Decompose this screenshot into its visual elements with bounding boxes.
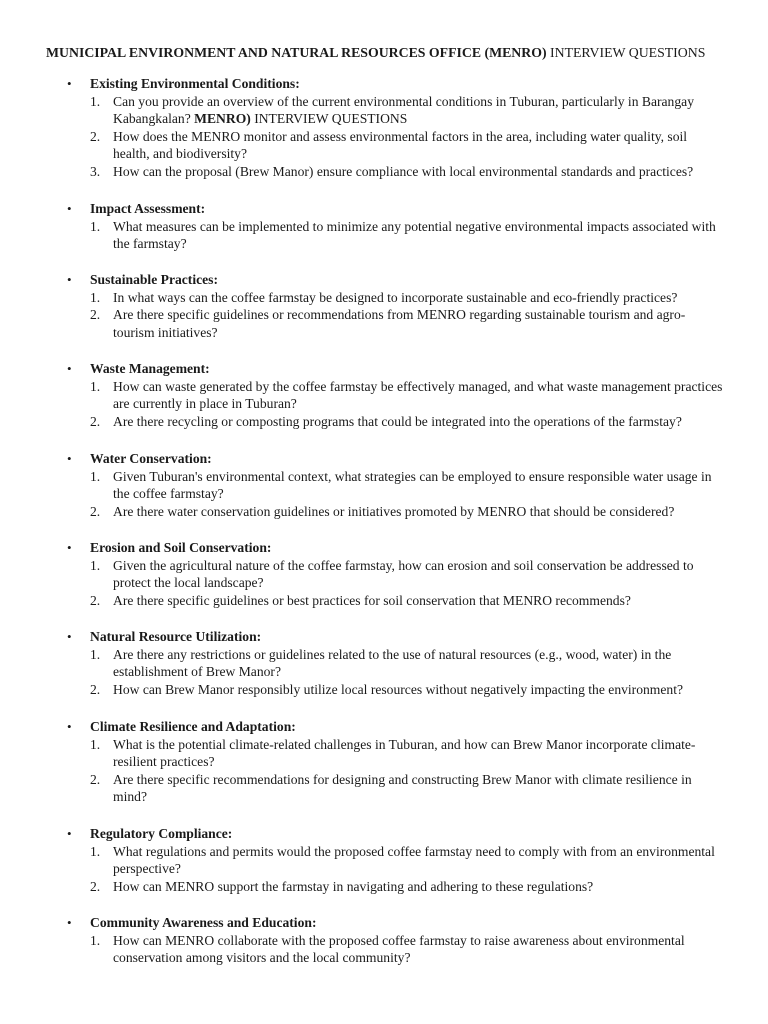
question-text: Are there recycling or composting programs that could be integrated into the operations of the farmstay? <box>113 413 682 429</box>
question-text-block <box>113 413 725 431</box>
section-heading: Waste Management: <box>90 361 210 376</box>
question-list <box>0 378 768 431</box>
question-item <box>0 771 768 806</box>
question-text-block <box>113 93 725 128</box>
question-item <box>0 289 768 307</box>
question-number: 1. <box>90 289 101 305</box>
section-heading: Water Conservation: <box>90 451 212 466</box>
question-text: How can MENRO support the farmstay in navigating and adhering to these regulations? <box>113 878 594 894</box>
question-item <box>0 468 768 503</box>
question-text: How can waste generated by the coffee farmstay be effectively managed, and what waste management practices are currently in place in Tuburan? <box>113 378 723 412</box>
question-list <box>0 93 768 181</box>
question-item <box>0 646 768 681</box>
question-number: 2. <box>90 128 101 144</box>
question-text: Are there water conservation guidelines or initiatives promoted by MENRO that should be considered? <box>113 503 675 519</box>
section-heading: Regulatory Compliance: <box>90 826 233 841</box>
question-list <box>0 843 768 896</box>
section-heading: Community Awareness and Education: <box>90 915 317 930</box>
section-heading: Natural Resource Utilization: <box>90 629 262 644</box>
question-number: 2. <box>90 307 101 323</box>
question-number: 1. <box>90 932 101 948</box>
question-item <box>0 218 768 253</box>
question-text-block <box>113 468 725 503</box>
section-heading: Impact Assessment: <box>90 201 206 216</box>
question-number: 1. <box>90 646 101 662</box>
question-item <box>0 413 768 431</box>
section-heading: Sustainable Practices: <box>90 272 218 287</box>
question-number: 1. <box>90 736 101 752</box>
question-number: 2. <box>90 681 101 697</box>
question-number: 1. <box>90 557 101 573</box>
question-text-block <box>113 163 725 181</box>
question-text-block <box>113 843 725 878</box>
question-number: 1. <box>90 843 101 859</box>
question-number: 2. <box>90 771 101 787</box>
question-text: Are there specific guidelines or best practices for soil conservation that MENRO recommends? <box>113 592 631 608</box>
bullet-icon: • <box>67 272 72 287</box>
bullet-icon: • <box>67 719 72 734</box>
question-list <box>0 218 768 253</box>
question-text-block <box>113 681 725 699</box>
bullet-icon: • <box>67 361 72 376</box>
question-list <box>0 468 768 521</box>
bullet-icon: • <box>67 201 72 216</box>
question-number: 3. <box>90 163 101 179</box>
bullet-icon: • <box>67 540 72 555</box>
question-text-block <box>113 557 725 592</box>
question-number: 1. <box>90 378 101 394</box>
bullet-icon: • <box>67 451 72 466</box>
bullet-icon: • <box>67 76 72 91</box>
question-item <box>0 557 768 592</box>
question-text-block <box>113 378 725 413</box>
question-text-block <box>113 306 725 341</box>
question-text: Given the agricultural nature of the coffee farmstay, how can erosion and soil conservation be addressed to protect the local landscape? <box>113 557 694 591</box>
question-text: What is the potential climate-related challenges in Tuburan, and how can Brew Manor incorporate climate-resilient practices? <box>113 736 696 770</box>
question-text-block <box>113 771 725 806</box>
question-list <box>0 932 768 967</box>
question-list <box>0 557 768 610</box>
question-item <box>0 163 768 181</box>
question-text: In what ways can the coffee farmstay be designed to incorporate sustainable and eco-friendly practices? <box>113 289 678 305</box>
question-item <box>0 736 768 771</box>
question-item <box>0 878 768 896</box>
question-bold-tail: MENRO) <box>194 111 251 127</box>
question-text: Can you provide an overview of the current environmental conditions in Tuburan, particularly in Barangay Kabangkalan? <box>113 93 694 127</box>
question-text: Are there specific recommendations for designing and constructing Brew Manor with climate resilience in mind? <box>113 771 692 805</box>
question-text: What measures can be implemented to minimize any potential negative environmental impacts associated with the farmstay? <box>113 218 716 252</box>
question-item <box>0 378 768 413</box>
section-heading: Erosion and Soil Conservation: <box>90 540 272 555</box>
question-number: 2. <box>90 503 101 519</box>
question-item <box>0 592 768 610</box>
question-item <box>0 843 768 878</box>
question-text: How can the proposal (Brew Manor) ensure compliance with local environmental standards and practices? <box>113 163 694 179</box>
question-text-block <box>113 289 725 307</box>
question-number: 2. <box>90 878 101 894</box>
question-text-block <box>113 932 725 967</box>
section-heading: Existing Environmental Conditions: <box>90 76 300 91</box>
page-title <box>46 44 705 62</box>
question-item <box>0 128 768 163</box>
question-text-block <box>113 592 725 610</box>
question-text-block <box>113 503 725 521</box>
question-item <box>0 306 768 341</box>
title-bold: MUNICIPAL ENVIRONMENT AND NATURAL RESOURCES OFFICE (MENRO) <box>46 45 547 60</box>
question-list <box>0 289 768 342</box>
bullet-icon: • <box>67 915 72 930</box>
section-heading: Climate Resilience and Adaptation: <box>90 719 296 734</box>
question-list <box>0 646 768 699</box>
question-number: 1. <box>90 218 101 234</box>
question-tail: INTERVIEW QUESTIONS <box>250 111 408 127</box>
question-text: Given Tuburan's environmental context, what strategies can be employed to ensure responsible water usage in the coffee farmstay? <box>113 468 712 502</box>
bullet-icon: • <box>67 629 72 644</box>
question-number: 2. <box>90 413 101 429</box>
question-text: Are there specific guidelines or recommendations from MENRO regarding sustainable tourism and agro-tourism initiatives? <box>113 307 686 340</box>
question-number: 2. <box>90 592 101 608</box>
question-text: How can Brew Manor responsibly utilize local resources without negatively impacting the environment? <box>113 681 684 697</box>
question-number: 1. <box>90 93 101 109</box>
title-rest: INTERVIEW QUESTIONS <box>546 45 706 60</box>
question-list <box>0 736 768 806</box>
question-text: How can MENRO collaborate with the proposed coffee farmstay to raise awareness about environmental conservation among visitors and the local community? <box>113 932 685 966</box>
question-item <box>0 681 768 699</box>
question-item <box>0 932 768 967</box>
question-number: 1. <box>90 468 101 484</box>
question-text: How does the MENRO monitor and assess environmental factors in the area, including water quality, soil health, and biodiversity? <box>113 128 688 162</box>
question-item <box>0 93 768 128</box>
question-text: Are there any restrictions or guidelines related to the use of natural resources (e.g., wood, water) in the establishment of Brew Manor? <box>113 646 672 680</box>
question-text: What regulations and permits would the proposed coffee farmstay need to comply with from an environmental perspective? <box>113 843 715 877</box>
bullet-icon: • <box>67 826 72 841</box>
question-text-block <box>113 646 725 681</box>
question-text-block <box>113 736 725 771</box>
question-text-block <box>113 878 725 896</box>
question-item <box>0 503 768 521</box>
question-text-block <box>113 218 725 253</box>
question-text-block <box>113 128 725 163</box>
